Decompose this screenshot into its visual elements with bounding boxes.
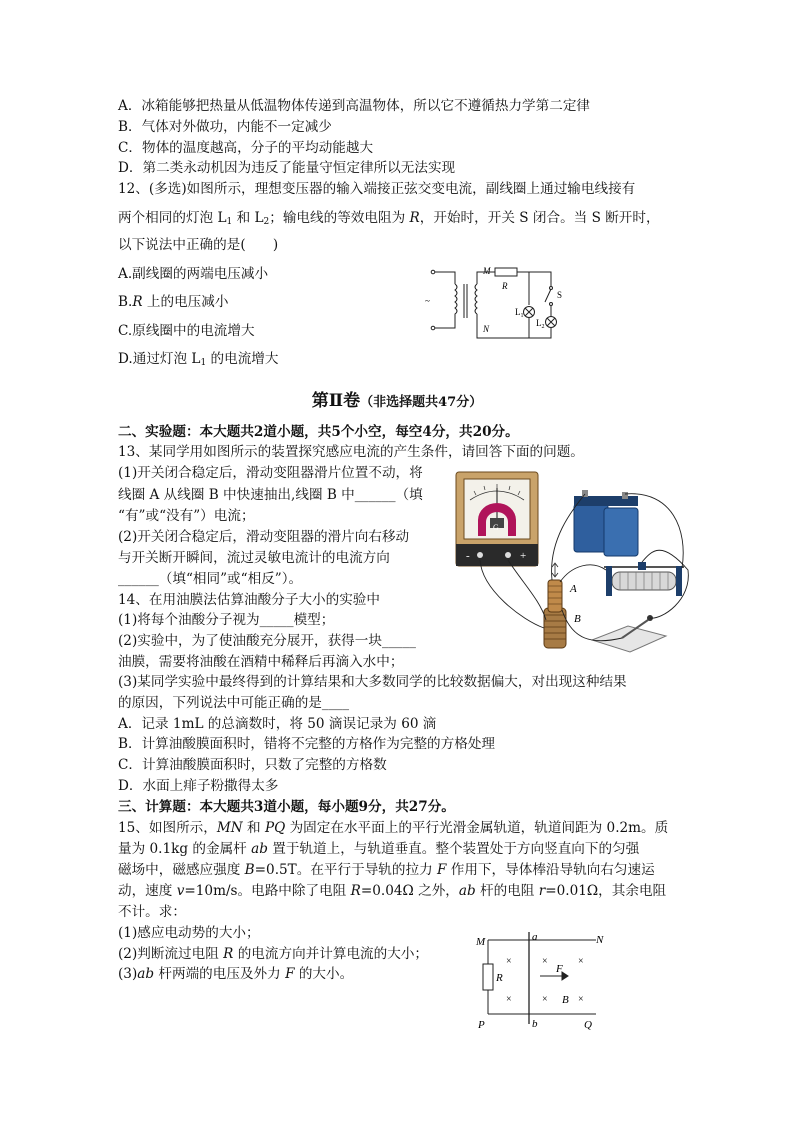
q12-option-a: A.副线圈的两端电压减小	[118, 266, 269, 282]
q14-part3-line2: 的原因，下列说法中可能正确的是____	[118, 695, 350, 711]
field-cross-mark: ×	[578, 956, 584, 967]
calculation-heading: 三、计算题：本大题共3道小题，每小题9分，共27分。	[118, 799, 455, 815]
q14-option-c: C．计算油酸膜面积时，只数了完整的方格数	[118, 757, 387, 773]
q14-part2-line1: (2)实验中，为了使油酸充分展开，获得一块_____	[118, 633, 416, 649]
coil-B-label: B	[574, 613, 581, 625]
galvanometer-G-label: G	[493, 523, 499, 532]
q15-part3: (3)ab 杆两端的电压及外力 F 的大小。	[118, 966, 354, 982]
field-cross-mark: ×	[506, 994, 512, 1005]
coil-A-label: A	[570, 583, 577, 595]
label-M: M	[483, 266, 491, 276]
q15-stem-line2: 量为 0.1kg 的金属杆 ab 置于轨道上，与轨道垂直。整个装置处于方向竖直向下的匀强	[118, 841, 640, 857]
q14-option-b: B．计算油酸膜面积时，错将不完整的方格作为完整的方格处理	[118, 736, 496, 752]
label-R: R	[502, 281, 508, 291]
q14-option-a: A．记录 1mL 的总滴数时，将 50 滴误记录为 60 滴	[118, 716, 437, 732]
q13-part2-line2: 与开关断开瞬间，流过灵敏电流计的电流方向	[118, 550, 390, 566]
section-2-title: 第Ⅱ卷（非选择题共47分）	[311, 391, 483, 411]
rod-label-a: a	[532, 931, 538, 943]
galvanometer-minus-label: -	[466, 550, 470, 562]
experiment-heading: 二、实验题：本大题共2道小题，共5个小空，每空4分，共20分。	[118, 424, 519, 440]
rail-circuit-figure	[474, 928, 614, 1032]
transformer-circuit-figure	[425, 262, 575, 346]
q15-stem-line1: 15、如图所示，MN 和 PQ 为固定在水平面上的平行光滑金属轨道，轨道间距为 0.2m。质	[118, 820, 669, 836]
q14-part1: (1)将每个油酸分子视为_____模型；	[118, 612, 335, 628]
q15-part1: (1)感应电动势的大小；	[118, 925, 260, 941]
rail-label-P: P	[478, 1019, 485, 1031]
q14-part2-line2: 油膜，需要将油酸在酒精中稀释后再滴入水中；	[118, 654, 404, 670]
label-N: N	[483, 324, 490, 334]
field-cross-mark: ×	[542, 994, 548, 1005]
q12-option-d: D.通过灯泡 $L_1$ 的电流增大	[118, 351, 279, 368]
rail-label-N: N	[596, 934, 604, 946]
q12-stem-line2: 两个相同的灯泡 $L_1$ 和 $L_2$；输电线的等效电阻为 R，开始时，开关 S 闭合。当 S 断开时，	[118, 210, 660, 227]
q11-option-a: A．冰箱能够把热量从低温物体传递到高温物体，所以它不遵循热力学第二定律	[118, 98, 591, 114]
q11-option-d: D．第二类永动机因为违反了能量守恒定律所以无法实现	[118, 160, 456, 176]
field-cross-mark: ×	[506, 956, 512, 967]
q12-option-c: C.原线圈中的电流增大	[118, 323, 255, 339]
label-L1: $L_1$	[515, 307, 524, 319]
field-cross-mark: ×	[578, 994, 584, 1005]
galvanometer-plus-label: +	[520, 550, 527, 562]
q13-stem: 13、某同学用如图所示的装置探究感应电流的产生条件，请回答下面的问题。	[118, 444, 584, 460]
field-label-B: B	[562, 994, 569, 1006]
q15-part2: (2)判断流过电阻 R 的电流方向并计算电流的大小；	[118, 946, 429, 962]
q11-option-c: C．物体的温度越高，分子的平均动能越大	[118, 140, 374, 156]
q12-option-b: B.R 上的电压减小	[118, 294, 229, 310]
field-cross-mark: ×	[542, 956, 548, 967]
rail-label-Q: Q	[584, 1019, 592, 1031]
q14-stem: 14、在用油膜法估算油酸分子大小的实验中	[118, 592, 380, 608]
q11-option-b: B．气体对外做功，内能不一定减少	[118, 119, 332, 135]
ac-source-label: ~	[425, 296, 430, 306]
q12-stem-line3: 以下说法中正确的是( )	[118, 237, 279, 253]
q14-part3-line1: (3)某同学实验中最终得到的计算结果和大多数同学的比较数据偏大，对出现这种结果	[118, 674, 627, 690]
rail-label-M: M	[476, 936, 486, 948]
q14-option-d: D．水面上痱子粉撒得太多	[118, 778, 279, 794]
q13-part2-line1: (2)开关闭合稳定后，滑动变阻器的滑片向右移动	[118, 529, 410, 545]
rod-label-b: b	[532, 1018, 538, 1030]
induction-apparatus-figure	[452, 470, 692, 655]
force-label-F: F	[556, 963, 563, 975]
label-S: S	[557, 290, 563, 300]
q15-stem-line3: 磁场中，磁感应强度 B=0.5T。在平行于导轨的拉力 F 作用下，导体棒沿导轨向右匀速运	[118, 862, 655, 878]
q12-stem-line1: 12、(多选)如图所示，理想变压器的输入端接正弦交变电流，副线圈上通过输电线接有	[118, 181, 636, 197]
q13-part2-line3: ______（填“相同”或“相反”）。	[118, 571, 303, 587]
q15-stem-line5: 不计。求：	[118, 904, 186, 920]
resistor-label-R: R	[496, 972, 503, 984]
label-L2: $L_2$	[536, 318, 545, 330]
q13-part1-line1: (1)开关闭合稳定后，滑动变阻器滑片位置不动，将	[118, 465, 423, 481]
q13-part1-line3: “有”或“没有”）电流；	[118, 508, 255, 524]
q15-stem-line4: 动，速度 v=10m/s。电路中除了电阻 R=0.04Ω 之外，ab 杆的电阻 r=0.01Ω，其余电阻	[118, 883, 667, 899]
q13-part1-line2: 线圈 A 从线圈 B 中快速抽出,线圈 B 中______（填	[118, 487, 423, 503]
